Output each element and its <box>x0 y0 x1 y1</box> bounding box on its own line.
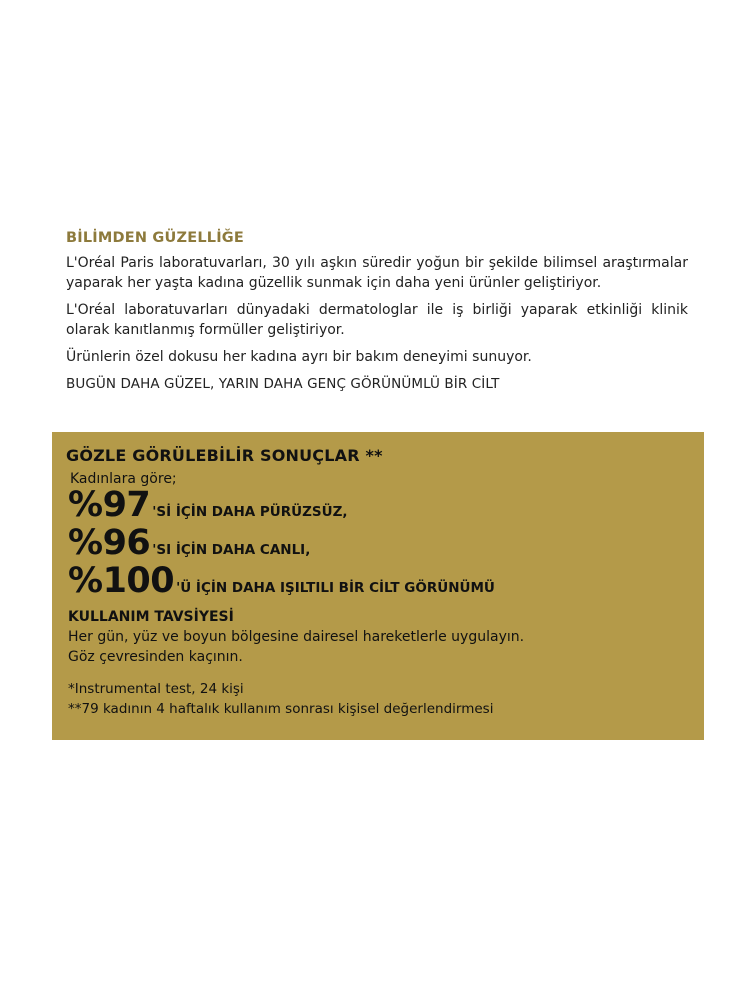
intro-paragraph-1: L'Oréal Paris laboratuvarları, 30 yılı aşkın süredir yoğun bir şekilde bilimsel araştırmalar yaparak her yaşta kadına güzellik sunmak için daha yeni ürünler geliştiriyor. <box>66 255 688 291</box>
usage-line-2: Göz çevresinden kaçının. <box>68 649 243 665</box>
stat-text: 'SI İÇİN DAHA CANLI, <box>152 542 311 558</box>
usage-line-1: Her gün, yüz ve boyun bölgesine dairesel hareketlerle uygulayın. <box>68 629 525 645</box>
stat-row-smoother <box>68 487 690 525</box>
intro-section <box>66 230 688 401</box>
results-heading: GÖZLE GÖRÜLEBİLİR SONUÇLAR ** <box>66 446 383 465</box>
stat-value: %97 <box>68 485 151 525</box>
usage-title: KULLANIM TAVSİYESİ <box>68 609 234 625</box>
intro-paragraph-3: Ürünlerin özel dokusu her kadına ayrı bir bakım deneyimi sunuyor. <box>66 349 532 365</box>
results-subheading: Kadınlara göre; <box>70 471 177 487</box>
intro-heading: BİLİMDEN GÜZELLİĞE <box>66 230 245 246</box>
stat-value: %100 <box>68 561 175 601</box>
intro-paragraph-2: L'Oréal laboratuvarları dünyadaki dermatologlar ile iş birliği yaparak etkinliği klinik olarak kanıtlanmış formüller geliştiriyor. <box>66 302 688 338</box>
stat-text: 'Ü İÇİN DAHA IŞILTILI BİR CİLT GÖRÜNÜMÜ <box>176 580 495 596</box>
footnotes <box>66 679 690 719</box>
stat-row-livelier <box>68 525 690 563</box>
footnote-1: *Instrumental test, 24 kişi <box>68 681 244 697</box>
intro-tagline: BUGÜN DAHA GÜZEL, YARIN DAHA GENÇ GÖRÜNÜMLÜ BİR CİLT <box>66 376 500 392</box>
stat-text: 'Sİ İÇİN DAHA PÜRÜZSÜZ, <box>152 504 348 520</box>
footnote-2: **79 kadının 4 haftalık kullanım sonrası kişisel değerlendirmesi <box>68 701 494 717</box>
stat-value: %96 <box>68 523 151 563</box>
stat-row-radiant <box>68 563 690 601</box>
results-panel <box>52 432 704 740</box>
